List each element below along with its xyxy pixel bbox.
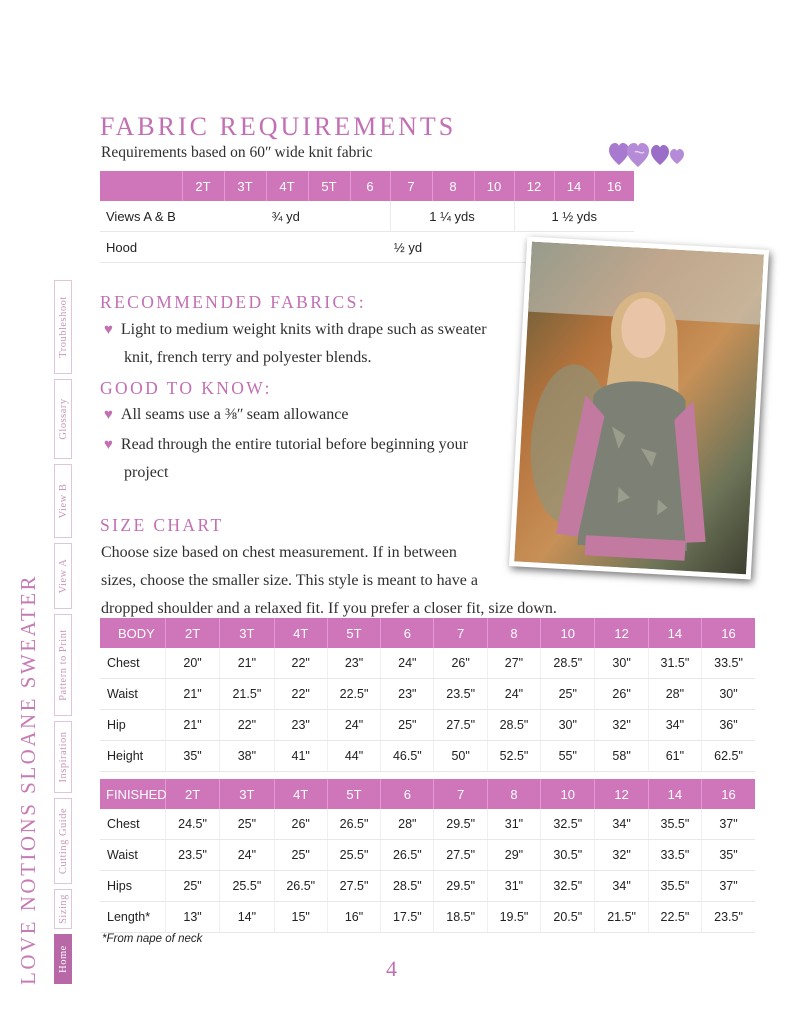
table-cell: 14" bbox=[220, 902, 274, 933]
table-header-cell: 16 bbox=[702, 618, 755, 648]
tab-cutting-guide[interactable]: Cutting Guide bbox=[54, 798, 72, 884]
table-cell: 23" bbox=[327, 648, 380, 679]
size-chart-description bbox=[101, 539, 621, 623]
table-header-cell: 14 bbox=[554, 171, 594, 201]
table-cell: 17.5" bbox=[381, 902, 434, 933]
table-cell: 23" bbox=[274, 710, 327, 741]
heart-icon: ♥ bbox=[104, 437, 113, 453]
tab-home[interactable]: Home bbox=[54, 934, 72, 984]
table-header-cell: 12 bbox=[595, 779, 648, 809]
table-cell: 58" bbox=[595, 741, 648, 772]
table-cell: 34" bbox=[648, 710, 701, 741]
row-label: Waist bbox=[100, 679, 165, 710]
table-cell: 25" bbox=[274, 840, 327, 871]
list-item-text: knit, french terry and polyester blends. bbox=[124, 349, 372, 366]
brand-title: LOVE NOTIONS SLOANE SWEATER bbox=[16, 573, 40, 985]
table-cell: 29.5" bbox=[434, 871, 487, 902]
table-cell: 21.5" bbox=[220, 679, 274, 710]
table-header-cell: 12 bbox=[595, 618, 648, 648]
table-cell: 24" bbox=[220, 840, 274, 871]
table-cell: 29" bbox=[487, 840, 540, 871]
table-cell: 25" bbox=[541, 679, 595, 710]
table-header-cell: 10 bbox=[541, 779, 595, 809]
table-cell: 26.5" bbox=[327, 809, 380, 840]
table-header-cell: BODY bbox=[100, 618, 165, 648]
table-header-cell: 3T bbox=[220, 779, 274, 809]
table-cell: 23.5" bbox=[702, 902, 755, 933]
list-item-text: Light to medium weight knits with drape such as sweater bbox=[120, 321, 487, 338]
table-cell: 55" bbox=[541, 741, 595, 772]
table-cell: 32" bbox=[595, 840, 648, 871]
table-cell: 25" bbox=[220, 809, 274, 840]
list-item bbox=[104, 431, 524, 459]
table-cell: 31" bbox=[487, 809, 540, 840]
table-header-cell: 3T bbox=[224, 171, 266, 201]
table-cell: 22" bbox=[274, 679, 327, 710]
table-cell: 33.5" bbox=[702, 648, 755, 679]
hearts-decoration bbox=[609, 143, 689, 169]
list-item bbox=[104, 401, 524, 429]
table-cell: 15" bbox=[274, 902, 327, 933]
table-header-cell: 2T bbox=[165, 618, 219, 648]
table-cell: 31" bbox=[487, 871, 540, 902]
table-cell: 30" bbox=[702, 679, 755, 710]
photo-illustration bbox=[514, 242, 764, 574]
table-cell: 28.5" bbox=[487, 710, 540, 741]
paragraph-line: Choose size based on chest measurement. If in between bbox=[101, 544, 457, 561]
table-row bbox=[100, 710, 755, 741]
heart-icon bbox=[627, 143, 649, 167]
table-cell: 37" bbox=[702, 809, 755, 840]
table-header-cell: 10 bbox=[474, 171, 514, 201]
table-cell: 22" bbox=[220, 710, 274, 741]
tab-glossary[interactable]: Glossary bbox=[54, 379, 72, 459]
table-cell: 26.5" bbox=[274, 871, 327, 902]
table-cell: 27.5" bbox=[434, 710, 487, 741]
table-cell: 22" bbox=[274, 648, 327, 679]
table-cell: 21" bbox=[220, 648, 274, 679]
table-cell: 35" bbox=[702, 840, 755, 871]
good-to-know-heading: GOOD TO KNOW: bbox=[100, 378, 272, 398]
table-cell: 28" bbox=[648, 679, 701, 710]
table-cell: 25.5" bbox=[327, 840, 380, 871]
table-row bbox=[100, 741, 755, 772]
row-label: Hips bbox=[100, 871, 165, 902]
row-label: Chest bbox=[100, 809, 165, 840]
row-label: Chest bbox=[100, 648, 165, 679]
heart-icon bbox=[670, 149, 684, 164]
table-cell: 26" bbox=[595, 679, 648, 710]
table-header-cell: 14 bbox=[648, 779, 701, 809]
table-header-cell: 6 bbox=[381, 618, 434, 648]
page-title: FABRIC REQUIREMENTS bbox=[100, 112, 457, 141]
table-cell: 30" bbox=[595, 648, 648, 679]
table-cell: 23.5" bbox=[434, 679, 487, 710]
recommended-heading: RECOMMENDED FABRICS: bbox=[100, 292, 366, 312]
table-header-cell: 2T bbox=[165, 779, 219, 809]
heart-icon bbox=[609, 143, 629, 165]
tab-inspiration[interactable]: Inspiration bbox=[54, 721, 72, 793]
table-cell: 31.5" bbox=[648, 648, 701, 679]
table-header-cell: 6 bbox=[350, 171, 390, 201]
table-cell: 61" bbox=[648, 741, 701, 772]
table-header-row bbox=[100, 779, 755, 809]
table-cell: 27" bbox=[487, 648, 540, 679]
table-header-cell: 6 bbox=[381, 779, 434, 809]
table-header-cell: 8 bbox=[487, 618, 540, 648]
table-cell: 28.5" bbox=[381, 871, 434, 902]
table-cell: 38" bbox=[220, 741, 274, 772]
table-cell: 25" bbox=[381, 710, 434, 741]
table-header-cell: FINISHED bbox=[100, 779, 165, 809]
section-tabs bbox=[54, 275, 72, 984]
table-cell: 35" bbox=[165, 741, 219, 772]
tab-view-a[interactable]: View A bbox=[54, 543, 72, 609]
table-cell: 25.5" bbox=[220, 871, 274, 902]
table-cell: 21.5" bbox=[595, 902, 648, 933]
table-header-cell: 7 bbox=[434, 779, 487, 809]
table-header-cell: 16 bbox=[594, 171, 634, 201]
row-label: Length* bbox=[100, 902, 165, 933]
table-cell: 32.5" bbox=[541, 809, 595, 840]
list-item-text: Read through the entire tutorial before beginning your bbox=[120, 436, 468, 453]
table-cell: 27.5" bbox=[434, 840, 487, 871]
table-cell: 32.5" bbox=[541, 871, 595, 902]
list-item-text: project bbox=[124, 464, 169, 481]
row-label: Waist bbox=[100, 840, 165, 871]
table-cell: 44" bbox=[327, 741, 380, 772]
table-cell: 19.5" bbox=[487, 902, 540, 933]
table-cell: 25" bbox=[165, 871, 219, 902]
table-cell: 20" bbox=[165, 648, 219, 679]
table-row bbox=[100, 840, 755, 871]
row-label: Hip bbox=[100, 710, 165, 741]
table-cell: 18.5" bbox=[434, 902, 487, 933]
table-cell: 34" bbox=[595, 809, 648, 840]
table-header-cell: 7 bbox=[434, 618, 487, 648]
table-cell: 24" bbox=[487, 679, 540, 710]
table-cell: 24" bbox=[327, 710, 380, 741]
table-footnote: *From nape of neck bbox=[102, 933, 203, 945]
table-cell: 33.5" bbox=[648, 840, 701, 871]
table-cell: 32" bbox=[595, 710, 648, 741]
table-cell: 16" bbox=[327, 902, 380, 933]
tab-troubleshoot[interactable]: Troubleshoot bbox=[54, 280, 72, 374]
table-cell: 21" bbox=[165, 679, 219, 710]
tab-view-b[interactable]: View B bbox=[54, 464, 72, 538]
table-header-cell bbox=[100, 171, 182, 201]
table-cell: 50" bbox=[434, 741, 487, 772]
finished-measurements-table bbox=[100, 779, 755, 933]
table-header-cell: 4T bbox=[266, 171, 308, 201]
good-to-know-list bbox=[104, 401, 524, 487]
table-cell: 22.5" bbox=[327, 679, 380, 710]
row-label: Height bbox=[100, 741, 165, 772]
list-item-text: All seams use a ⅜ʺ seam allowance bbox=[120, 406, 349, 423]
page-subtitle: Requirements based on 60ʺ wide knit fabric bbox=[101, 144, 373, 161]
table-cell: 24.5" bbox=[165, 809, 219, 840]
recommended-list bbox=[104, 316, 534, 372]
heart-icon bbox=[651, 145, 669, 165]
page-number: 4 bbox=[386, 956, 397, 981]
table-cell: 37" bbox=[702, 871, 755, 902]
row-label: Views A & B bbox=[100, 201, 182, 232]
table-cell: 36" bbox=[702, 710, 755, 741]
table-row bbox=[100, 679, 755, 710]
table-header-cell: 5T bbox=[308, 171, 350, 201]
table-cell: 26" bbox=[434, 648, 487, 679]
table-header-cell: 4T bbox=[274, 618, 327, 648]
body-measurements-table bbox=[100, 618, 755, 772]
paragraph-line: dropped shoulder and a relaxed fit. If you prefer a closer fit, size down. bbox=[101, 600, 557, 617]
table-cell: 13" bbox=[165, 902, 219, 933]
list-item bbox=[104, 316, 534, 344]
table-cell: 41" bbox=[274, 741, 327, 772]
table-row bbox=[100, 201, 634, 232]
model-photo bbox=[509, 237, 769, 580]
table-cell: 28.5" bbox=[541, 648, 595, 679]
row-label: Hood bbox=[100, 232, 182, 263]
table-cell: 30" bbox=[541, 710, 595, 741]
table-header-cell: 14 bbox=[648, 618, 701, 648]
table-cell: 52.5" bbox=[487, 741, 540, 772]
table-cell: 35.5" bbox=[648, 809, 701, 840]
table-row bbox=[100, 648, 755, 679]
table-row bbox=[100, 809, 755, 840]
table-header-cell: 8 bbox=[487, 779, 540, 809]
size-chart-heading: SIZE CHART bbox=[100, 515, 224, 535]
table-cell: 24" bbox=[381, 648, 434, 679]
table-cell: 23.5" bbox=[165, 840, 219, 871]
table-cell: 21" bbox=[165, 710, 219, 741]
table-cell: ½ yd bbox=[182, 232, 634, 263]
table-header-cell: 12 bbox=[514, 171, 554, 201]
table-cell: 28" bbox=[381, 809, 434, 840]
table-row bbox=[100, 871, 755, 902]
table-header-cell: 10 bbox=[541, 618, 595, 648]
heart-icon: ♥ bbox=[104, 407, 113, 423]
table-row bbox=[100, 902, 755, 933]
tab-pattern-to-print[interactable]: Pattern to Print bbox=[54, 614, 72, 716]
table-header-row bbox=[100, 171, 634, 201]
table-header-cell: 16 bbox=[702, 779, 755, 809]
table-cell: 62.5" bbox=[702, 741, 755, 772]
table-header-cell: 4T bbox=[274, 779, 327, 809]
table-cell: 1 ½ yds bbox=[514, 201, 634, 232]
paragraph-line: sizes, choose the smaller size. This style is meant to have a bbox=[101, 572, 478, 589]
table-cell: 29.5" bbox=[434, 809, 487, 840]
table-cell: 20.5" bbox=[541, 902, 595, 933]
tab-sizing[interactable]: Sizing bbox=[54, 889, 72, 929]
heart-icon: ♥ bbox=[104, 322, 113, 338]
table-header-cell: 5T bbox=[327, 779, 380, 809]
table-cell: 22.5" bbox=[648, 902, 701, 933]
table-header-cell: 5T bbox=[327, 618, 380, 648]
table-header-cell: 2T bbox=[182, 171, 224, 201]
table-cell: 30.5" bbox=[541, 840, 595, 871]
table-cell: 26" bbox=[274, 809, 327, 840]
table-cell: 34" bbox=[595, 871, 648, 902]
table-header-row bbox=[100, 618, 755, 648]
table-cell: 35.5" bbox=[648, 871, 701, 902]
table-header-cell: 7 bbox=[390, 171, 432, 201]
table-cell: 23" bbox=[381, 679, 434, 710]
table-cell: ¾ yd bbox=[182, 201, 390, 232]
table-cell: 26.5" bbox=[381, 840, 434, 871]
table-header-cell: 3T bbox=[220, 618, 274, 648]
table-cell: 1 ¼ yds bbox=[390, 201, 514, 232]
table-cell: 46.5" bbox=[381, 741, 434, 772]
table-cell: 27.5" bbox=[327, 871, 380, 902]
table-header-cell: 8 bbox=[432, 171, 474, 201]
